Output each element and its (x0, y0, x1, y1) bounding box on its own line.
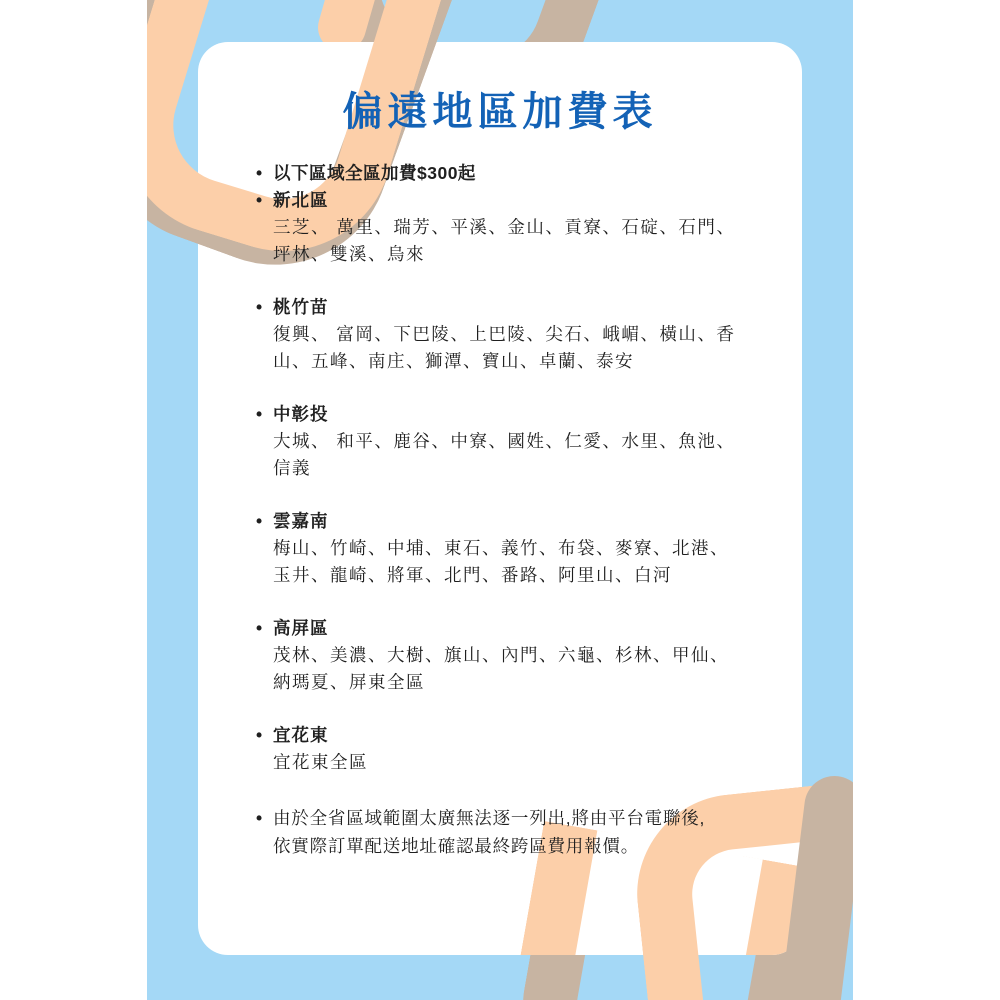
area-line: 玉井、龍崎、將軍、北門、番路、阿里山、白河 (273, 565, 672, 585)
section-heading: 中彰投 (273, 404, 329, 424)
bullet-icon: • (256, 725, 263, 745)
intro-item (256, 159, 754, 187)
region-section (256, 294, 754, 375)
area-line: 梅山、竹崎、中埔、東石、義竹、布袋、麥寮、北港、 (273, 538, 729, 558)
section-heading-row (256, 294, 754, 321)
area-line: 茂林、美濃、大樹、旗山、內門、六龜、杉林、甲仙、 (273, 645, 729, 665)
area-line: 大城、 和平、鹿谷、中寮、國姓、仁愛、水里、魚池、 (273, 431, 736, 451)
section-heading: 新北區 (273, 190, 329, 210)
region-section (256, 722, 754, 776)
bullet-icon: • (256, 297, 263, 317)
area-line: 納瑪夏、屏東全區 (273, 672, 425, 692)
footnote-line: 依實際訂單配送地址確認最終跨區費用報價。 (273, 836, 639, 856)
section-heading-row (256, 401, 754, 428)
bullet-icon: • (256, 163, 263, 183)
section-heading: 桃竹苗 (273, 297, 329, 317)
bullet-icon: • (256, 511, 263, 531)
section-heading-row (256, 722, 754, 749)
bullet-icon: • (256, 618, 263, 638)
bullet-icon: • (256, 190, 263, 210)
section-heading-row (256, 187, 754, 214)
bullet-icon: • (256, 808, 263, 828)
region-section (256, 508, 754, 589)
section-heading-row (256, 508, 754, 535)
intro-text: 以下區域全區加費$300起 (273, 163, 476, 183)
section-heading-row (256, 615, 754, 642)
region-section (256, 401, 754, 482)
section-heading: 雲嘉南 (273, 511, 329, 531)
area-line: 山、五峰、南庄、獅潭、寶山、卓蘭、泰安 (273, 351, 634, 371)
footnote (256, 804, 754, 860)
area-line: 復興、 富岡、下巴陵、上巴陵、尖石、峨嵋、橫山、香 (273, 324, 736, 344)
page-title: 偏遠地區加費表 (342, 90, 658, 134)
area-line: 三芝、 萬里、瑞芳、平溪、金山、貢寮、石碇、石門、 (273, 217, 736, 237)
region-section (256, 615, 754, 696)
footnote-text (273, 804, 705, 860)
section-heading: 高屏區 (273, 618, 329, 638)
area-line: 信義 (273, 458, 311, 478)
region-section (256, 187, 754, 268)
bullet-icon: • (256, 404, 263, 424)
surcharge-list (198, 159, 802, 860)
section-heading: 宜花東 (273, 725, 329, 745)
area-line: 坪林、雙溪、烏來 (273, 244, 425, 264)
area-line: 宜花東全區 (273, 752, 368, 772)
footnote-line: 由於全省區域範圍太廣無法逐一列出,將由平台電聯後, (273, 808, 706, 828)
notice-content (198, 42, 802, 860)
